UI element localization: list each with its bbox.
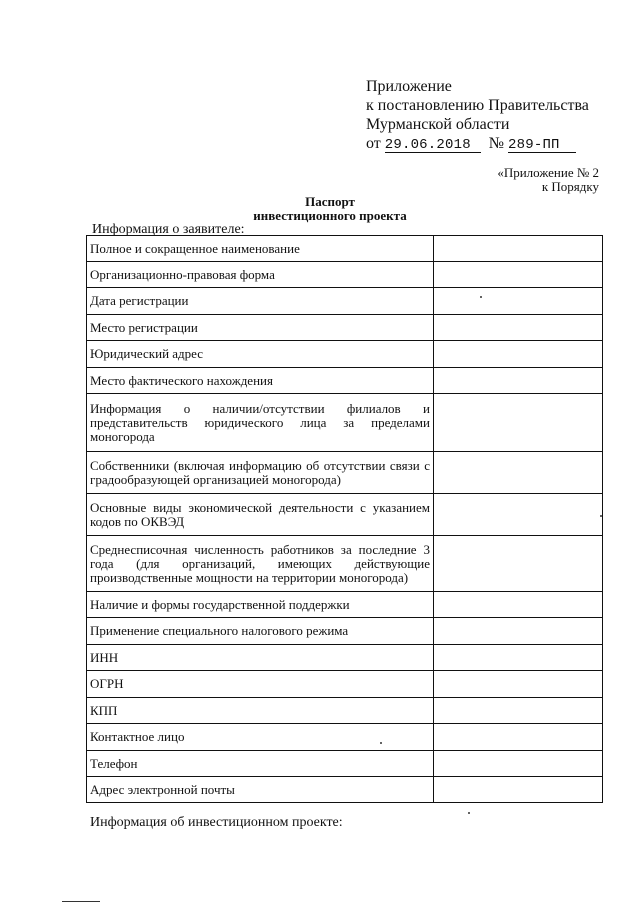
- row-label: ИНН: [87, 645, 434, 671]
- table-row: [87, 724, 603, 751]
- row-value-cell: [434, 698, 603, 724]
- table-row: [87, 592, 603, 618]
- row-value-cell: [434, 724, 603, 751]
- appendix-reference: [497, 166, 599, 194]
- row-value-cell: [434, 262, 603, 288]
- table-row: [87, 368, 603, 394]
- table-row: [87, 452, 603, 494]
- row-value-cell: [434, 777, 603, 803]
- row-label: Полное и сокращенное наименование: [87, 236, 434, 262]
- row-label-last-line: градообразующей организацией моногорода): [90, 471, 342, 487]
- row-value-cell: [434, 592, 603, 618]
- row-label-multiline: [87, 394, 434, 452]
- table-row: [87, 698, 603, 724]
- table-row: [87, 751, 603, 777]
- document-subtitle: инвестиционного проекта: [253, 208, 407, 223]
- scan-speck: [600, 515, 602, 517]
- table-row: [87, 288, 603, 315]
- row-value-cell: [434, 236, 603, 262]
- row-label-last-line: производственные мощности на территории моногорода): [90, 569, 409, 585]
- number-prefix: №: [488, 135, 505, 152]
- row-value-cell: [434, 751, 603, 777]
- table-row: [87, 494, 603, 536]
- section-applicant-label: Информация о заявителе:: [92, 222, 245, 237]
- header-line-1: Приложение: [366, 78, 452, 95]
- table-row: [87, 671, 603, 698]
- row-label-multiline: [87, 494, 434, 536]
- header-date-line: [366, 134, 589, 153]
- header-line-3: Мурманской области: [366, 116, 510, 133]
- row-value-cell: [434, 645, 603, 671]
- row-label: Информация о наличии/отсутствии филиалов и представительств юридического лица за пределами: [90, 400, 430, 430]
- row-value-cell: [434, 315, 603, 341]
- table-row: [87, 777, 603, 803]
- table-row: [87, 536, 603, 592]
- row-label: Организационно-правовая форма: [87, 262, 434, 288]
- row-value-cell: [434, 288, 603, 315]
- scan-speck: [380, 742, 382, 744]
- table-row: [87, 618, 603, 645]
- row-label: Контактное лицо: [87, 724, 434, 751]
- scan-speck: [468, 812, 470, 814]
- number-value: 289-ПП: [508, 138, 576, 153]
- date-prefix: от: [366, 135, 381, 152]
- row-value-cell: [434, 341, 603, 368]
- row-value-cell: [434, 452, 603, 494]
- footer-rule: [62, 901, 100, 902]
- row-value-cell: [434, 536, 603, 592]
- table-row: [87, 315, 603, 341]
- row-label: Место регистрации: [87, 315, 434, 341]
- table-row: [87, 394, 603, 452]
- row-label: Основные виды экономической деятельности с указанием: [90, 499, 430, 515]
- row-label: КПП: [87, 698, 434, 724]
- row-label-last-line: моногорода: [90, 428, 155, 444]
- applicant-info-table: [86, 235, 603, 803]
- appendix-line-2: к Порядку: [541, 179, 599, 194]
- table-row: [87, 341, 603, 368]
- row-value-cell: [434, 494, 603, 536]
- row-label: Собственники (включая информацию об отсутствии связи с: [90, 457, 430, 473]
- row-label-last-line: кодов по ОКВЭД: [90, 513, 185, 529]
- approval-header: [366, 77, 589, 153]
- row-value-cell: [434, 671, 603, 698]
- row-label: Адрес электронной почты: [87, 777, 434, 803]
- row-value-cell: [434, 394, 603, 452]
- row-label: Юридический адрес: [87, 341, 434, 368]
- document-title: Паспорт: [305, 194, 355, 209]
- section-project-label: Информация об инвестиционном проекте:: [90, 815, 343, 830]
- row-label: Место фактического нахождения: [87, 368, 434, 394]
- row-label-multiline: [87, 536, 434, 592]
- row-label: Телефон: [87, 751, 434, 777]
- table-row: [87, 236, 603, 262]
- row-label: Дата регистрации: [87, 288, 434, 315]
- row-label-multiline: [87, 452, 434, 494]
- row-label: Применение специального налогового режима: [87, 618, 434, 645]
- row-label: Наличие и формы государственной поддержки: [87, 592, 434, 618]
- row-value-cell: [434, 618, 603, 645]
- row-value-cell: [434, 368, 603, 394]
- scan-speck: [480, 296, 482, 298]
- table-row: [87, 645, 603, 671]
- header-line-2: к постановлению Правительства: [366, 97, 589, 114]
- table-row: [87, 262, 603, 288]
- row-label: Среднесписочная численность работников за последние 3 года (для организаций, имеющих действующие: [90, 541, 430, 571]
- row-label: ОГРН: [87, 671, 434, 698]
- appendix-line-1: «Приложение № 2: [497, 165, 599, 180]
- date-value: 29.06.2018: [385, 138, 481, 153]
